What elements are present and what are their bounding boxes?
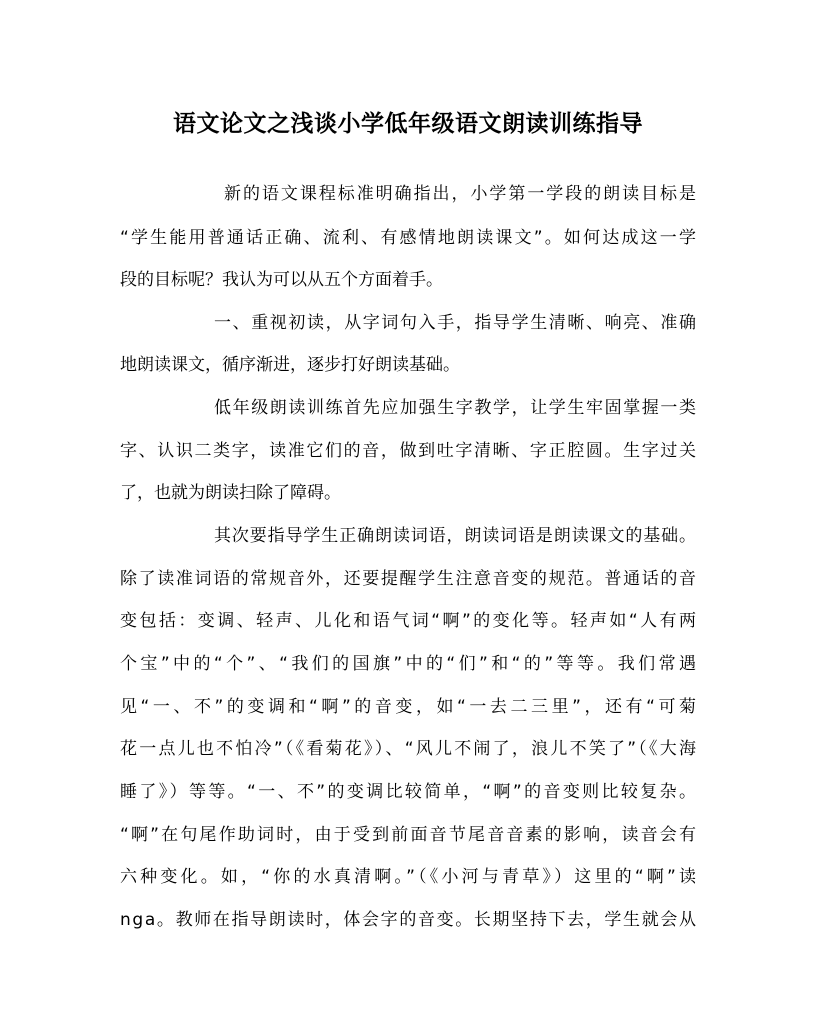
body-line: “学生能用普通话正确、流利、有感情地朗读课文”。如何达成这一学: [120, 228, 699, 248]
body-line: 个宝”中的“个”、“我们的国旗”中的“们”和“的”等等。我们常遇: [120, 654, 700, 674]
body-line: 六种变化。如，“你的水真清啊。”（《小河与青草》）这里的“啊”读: [120, 867, 700, 887]
body-line: 了，也就为朗读扫除了障碍。: [120, 483, 341, 503]
body-line: 见“一、不”的变调和“啊”的音变，如“一去二三里”，还有“可菊: [120, 697, 700, 717]
body-line: 变包括：变调、轻声、儿化和语气词“啊”的变化等。轻声如“人有两: [120, 611, 699, 631]
body-line: 地朗读课文，循序渐进，逐步打好朗读基础。: [120, 355, 460, 375]
body-line: 花一点儿也不怕冷”（《看菊花》）、“风儿不闹了，浪儿不笑了”（《大海: [120, 739, 699, 759]
body-line: “啊”在句尾作助词时，由于受到前面音节尾音音素的影响，读音会有: [120, 825, 699, 845]
body-line: nga。教师在指导朗读时，体会字的音变。长期坚持下去，学生就会从: [120, 910, 698, 930]
body-line: 一、重视初读，从字词句入手，指导学生清晰、响亮、准确: [214, 313, 698, 333]
body-line: 新的语文课程标准明确指出，小学第一学段的朗读目标是: [224, 184, 698, 204]
body-line: 低年级朗读训练首先应加强生字教学，让学生牢固掌握一类: [214, 398, 698, 418]
body-line: 段的目标呢？我认为可以从五个方面着手。: [120, 270, 443, 290]
document-title: 语文论文之浅谈小学低年级语文朗读训练指导: [173, 110, 643, 137]
body-line: 字、认识二类字，读准它们的音，做到吐字清晰、字正腔圆。生字过关: [120, 441, 698, 461]
body-line: 睡了》）等等。“一、不”的变调比较简单，“啊”的音变则比较复杂。: [120, 782, 699, 802]
body-line: 其次要指导学生正确朗读词语，朗读词语是朗读课文的基础。: [214, 526, 697, 546]
body-line: 除了读准词语的常规音外，还要提醒学生注意音变的规范。普通话的音: [120, 569, 698, 589]
